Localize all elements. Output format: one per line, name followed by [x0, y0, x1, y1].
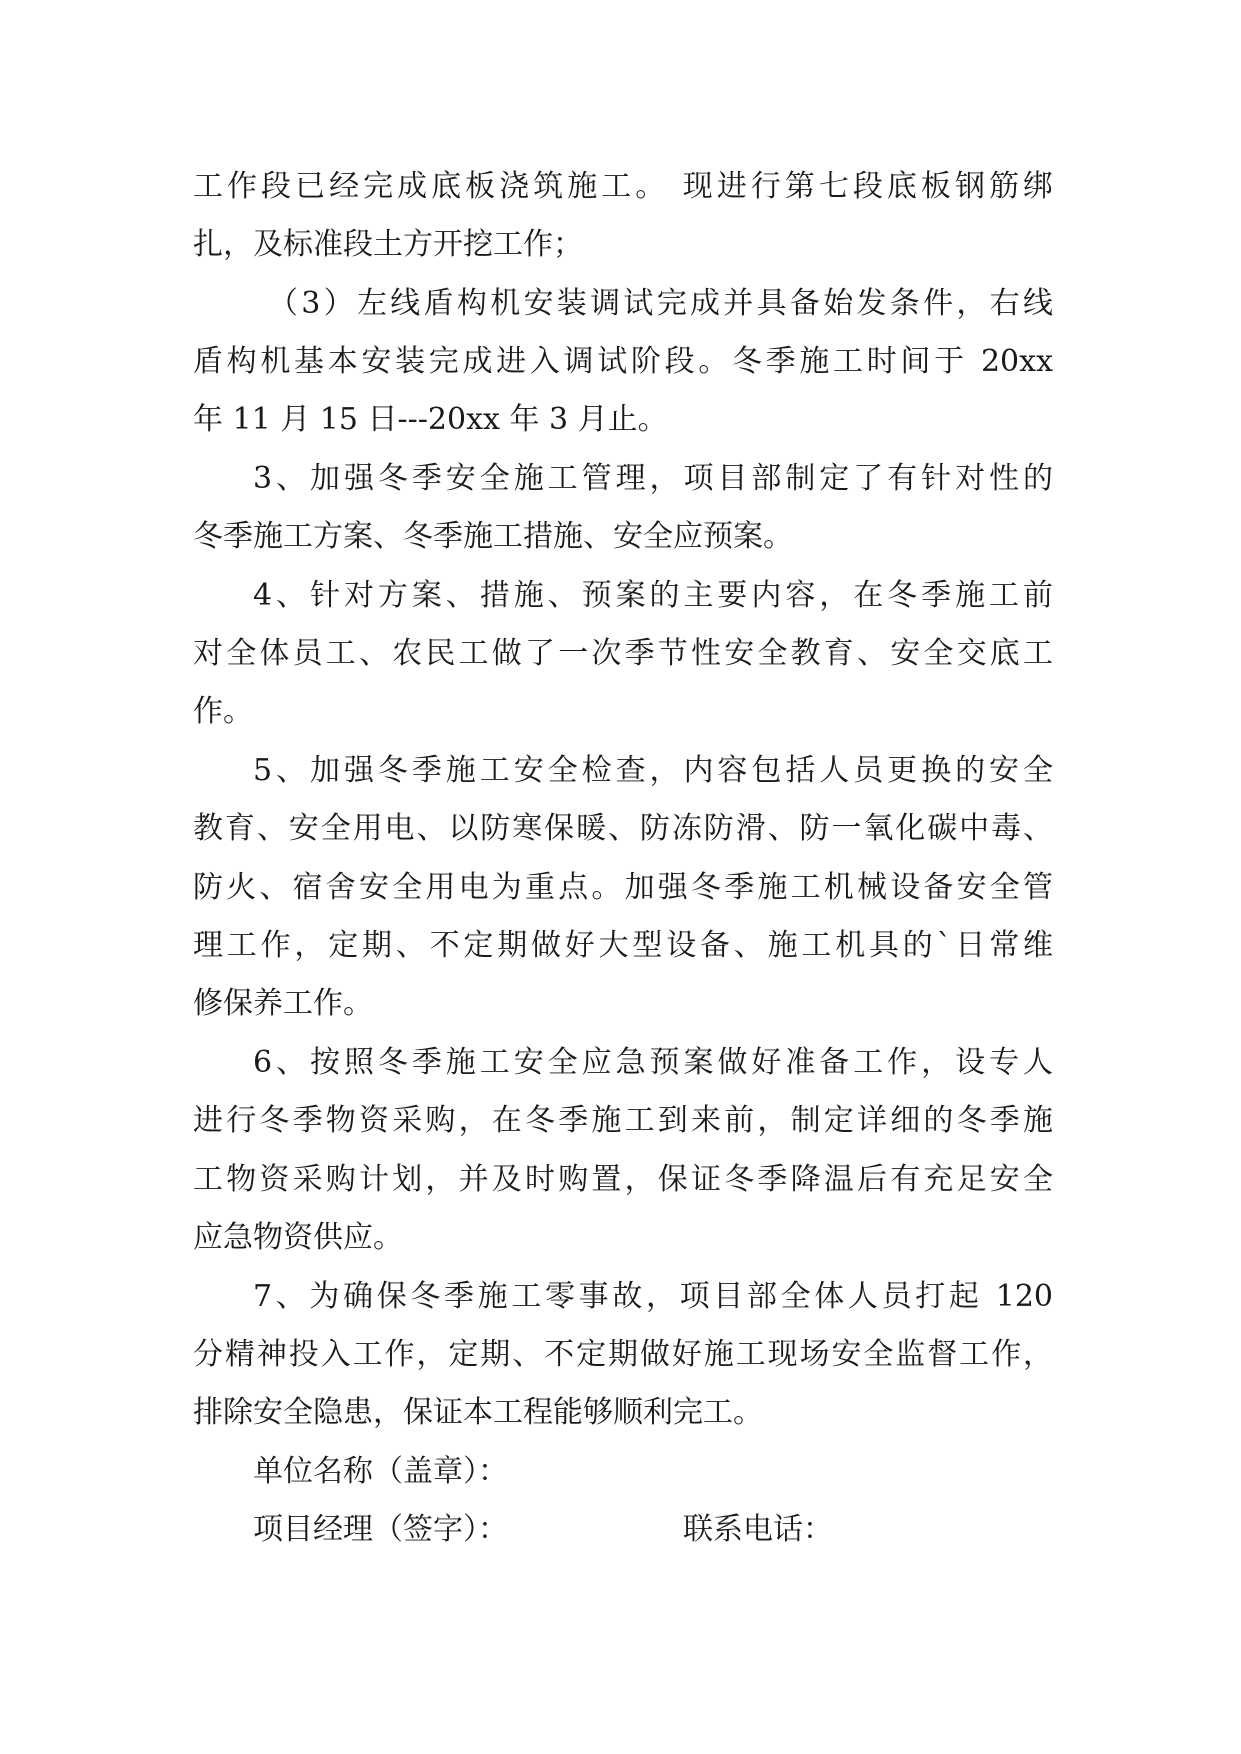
body-text-line: 防火、宿舍安全用电为重点。加强冬季施工机械设备安全管	[193, 870, 1053, 905]
body-text-line: 理工作，定期、不定期做好大型设备、施工机具的`日常维	[193, 928, 1053, 963]
body-text-line: （3）左线盾构机安装调试完成并具备始发条件，右线	[268, 286, 1053, 321]
project-manager-label: 项目经理（签字）：	[253, 1512, 508, 1547]
body-text-line: 3、加强冬季安全施工管理，项目部制定了有针对性的	[253, 461, 1053, 496]
body-text-line: 年 11 月 15 日---20xx 年 3 月止。	[193, 402, 668, 437]
body-text-line: 教育、安全用电、以防寒保暖、防冻防滑、防一氧化碳中毒、	[193, 811, 1053, 846]
unit-name-label: 单位名称（盖章）：	[253, 1454, 508, 1489]
body-text-line: 扎，及标准段土方开挖工作；	[193, 227, 583, 262]
body-text-line: 6、按照冬季施工安全应急预案做好准备工作，设专人	[253, 1045, 1053, 1080]
body-text-line: 冬季施工方案、冬季施工措施、安全应预案。	[193, 519, 793, 554]
body-text-line: 作。	[193, 694, 253, 729]
body-text-line: 工作段已经完成底板浇筑施工。 现进行第七段底板钢筋绑	[193, 169, 1053, 204]
body-text-line: 4、针对方案、措施、预案的主要内容，在冬季施工前	[253, 578, 1053, 613]
contact-phone-label: 联系电话：	[683, 1512, 833, 1547]
body-text-line: 对全体员工、农民工做了一次季节性安全教育、安全交底工	[193, 636, 1053, 671]
body-text-line: 应急物资供应。	[193, 1220, 403, 1255]
body-text-line: 工物资采购计划，并及时购置，保证冬季降温后有充足安全	[193, 1162, 1053, 1197]
body-text-line: 排除安全隐患，保证本工程能够顺利完工。	[193, 1395, 763, 1430]
body-text-line: 进行冬季物资采购，在冬季施工到来前，制定详细的冬季施	[193, 1103, 1053, 1138]
body-text-line: 5、加强冬季施工安全检查，内容包括人员更换的安全	[253, 753, 1053, 788]
body-text-line: 7、为确保冬季施工零事故，项目部全体人员打起 120	[253, 1279, 1053, 1314]
body-text-line: 盾构机基本安装完成进入调试阶段。冬季施工时间于 20xx	[193, 344, 1053, 379]
body-text-line: 修保养工作。	[193, 986, 373, 1021]
body-text-line: 分精神投入工作，定期、不定期做好施工现场安全监督工作，	[193, 1337, 1053, 1372]
